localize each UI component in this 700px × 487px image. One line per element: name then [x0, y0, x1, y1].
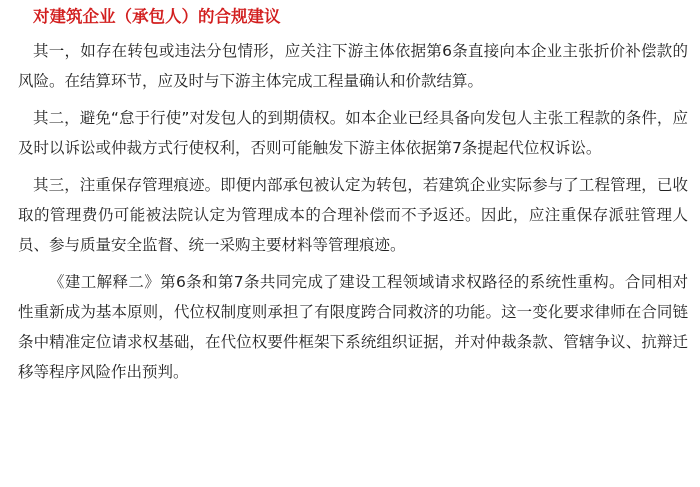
paragraph-conclusion: 《建工解释二》第6条和第7条共同完成了建设工程领域请求权路径的系统性重构。合同相对性重新成为基本原则，代位权制度则承担了有限度跨合同救济的功能。这一变化要求律师在合同链条中精准定位请求权基础，在代位权要件框架下系统组织证据，并对仲裁条款、管辖争议、抗辩迁移等程序风险作出预判。	[18, 273, 688, 381]
paragraph-third: 其三，注重保存管理痕迹。即便内部承包被认定为转包，若建筑企业实际参与了工程管理，已收取的管理费仍可能被法院认定为管理成本的合理补偿而不予返还。因此，应注重保存派驻管理人员、参与质量安全监督、统一采购主要材料等管理痕迹。	[18, 176, 688, 254]
section-heading: 对建筑企业（承包人）的合规建议	[33, 7, 281, 26]
paragraph-second: 其二，避免“怠于行使”对发包人的到期债权。如本企业已经具备向发包人主张工程款的条件，应及时以诉讼或仲裁方式行使权利，否则可能触发下游主体依据第7条提起代位权诉讼。	[18, 109, 688, 157]
paragraph-first: 其一，如存在转包或违法分包情形，应关注下游主体依据第6条直接向本企业主张折价补偿款的风险。在结算环节，应及时与下游主体完成工程量确认和价款结算。	[18, 42, 688, 90]
